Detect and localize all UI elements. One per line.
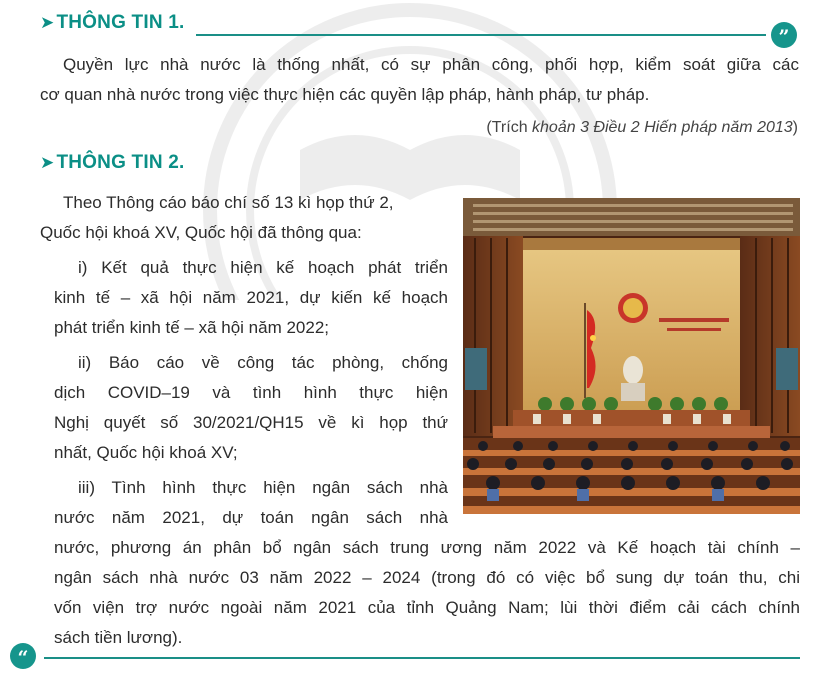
item1-line3: phát triển kinh tế – xã hội năm 2022; xyxy=(54,318,330,337)
quote-close-icon: ” xyxy=(771,22,797,48)
item2-line1: ii) Báo cáo về công tác phòng, chống xyxy=(78,353,448,372)
item3-line2: nước năm 2021, dự toán ngân sách nhà xyxy=(54,508,448,527)
quote-open-icon: “ xyxy=(10,643,36,669)
item3-line5: vốn viện trợ nước ngoài năm 2021 của tỉnh Quảng Nam; lùi thời điểm cải cách chính xyxy=(54,598,800,617)
item1-line1: i) Kết quả thực hiện kế hoạch phát triển xyxy=(78,258,448,277)
info1-line1: Quyền lực nhà nước là thống nhất, có sự phân công, phối hợp, kiểm soát giữa các xyxy=(63,55,799,74)
item3-line3: nước, phương án phân bổ ngân sách trung ương năm 2022 và Kế hoạch tài chính – xyxy=(54,538,800,557)
citation-suffix: ) xyxy=(792,119,798,136)
bottom-divider xyxy=(44,657,800,659)
info2-heading xyxy=(40,152,184,174)
item1-line2: kinh tế – xã hội năm 2021, dự kiến kế hoạch xyxy=(54,288,448,307)
item3-line4: ngân sách nhà nước 03 năm 2022 – 2024 (trong đó có việc bổ sung dự toán thu, chi xyxy=(54,568,800,587)
info1-line2: cơ quan nhà nước trong việc thực hiện các quyền lập pháp, hành pháp, tư pháp. xyxy=(40,85,650,104)
heading-arrow-icon: ➤ xyxy=(40,13,55,32)
item3-line1: iii) Tình hình thực hiện ngân sách nhà xyxy=(78,478,448,497)
item2-line2: dịch COVID–19 và tình hình thực hiện xyxy=(54,383,448,402)
citation-source: khoản 3 Điều 2 Hiến pháp năm 2013 xyxy=(532,119,793,136)
heading-arrow-icon: ➤ xyxy=(40,153,55,172)
info1-heading-text: THÔNG TIN 1. xyxy=(56,12,185,33)
info1-divider xyxy=(196,34,766,36)
info2-intro-line2: Quốc hội khoá XV, Quốc hội đã thông qua: xyxy=(40,223,362,242)
info1-heading xyxy=(40,12,184,34)
item2-line3: Nghị quyết số 30/2021/QH15 về kì họp thứ xyxy=(54,413,448,432)
info1-citation xyxy=(486,119,798,137)
item3-line6: sách tiền lương). xyxy=(54,628,183,647)
info2-intro-line1: Theo Thông cáo báo chí số 13 kì họp thứ 2, xyxy=(63,193,394,212)
citation-prefix: (Trích xyxy=(486,119,533,136)
assembly-hall-photo xyxy=(463,198,800,514)
info2-heading-text: THÔNG TIN 2. xyxy=(56,152,185,173)
item2-line4: nhất, Quốc hội khoá XV; xyxy=(54,443,238,462)
